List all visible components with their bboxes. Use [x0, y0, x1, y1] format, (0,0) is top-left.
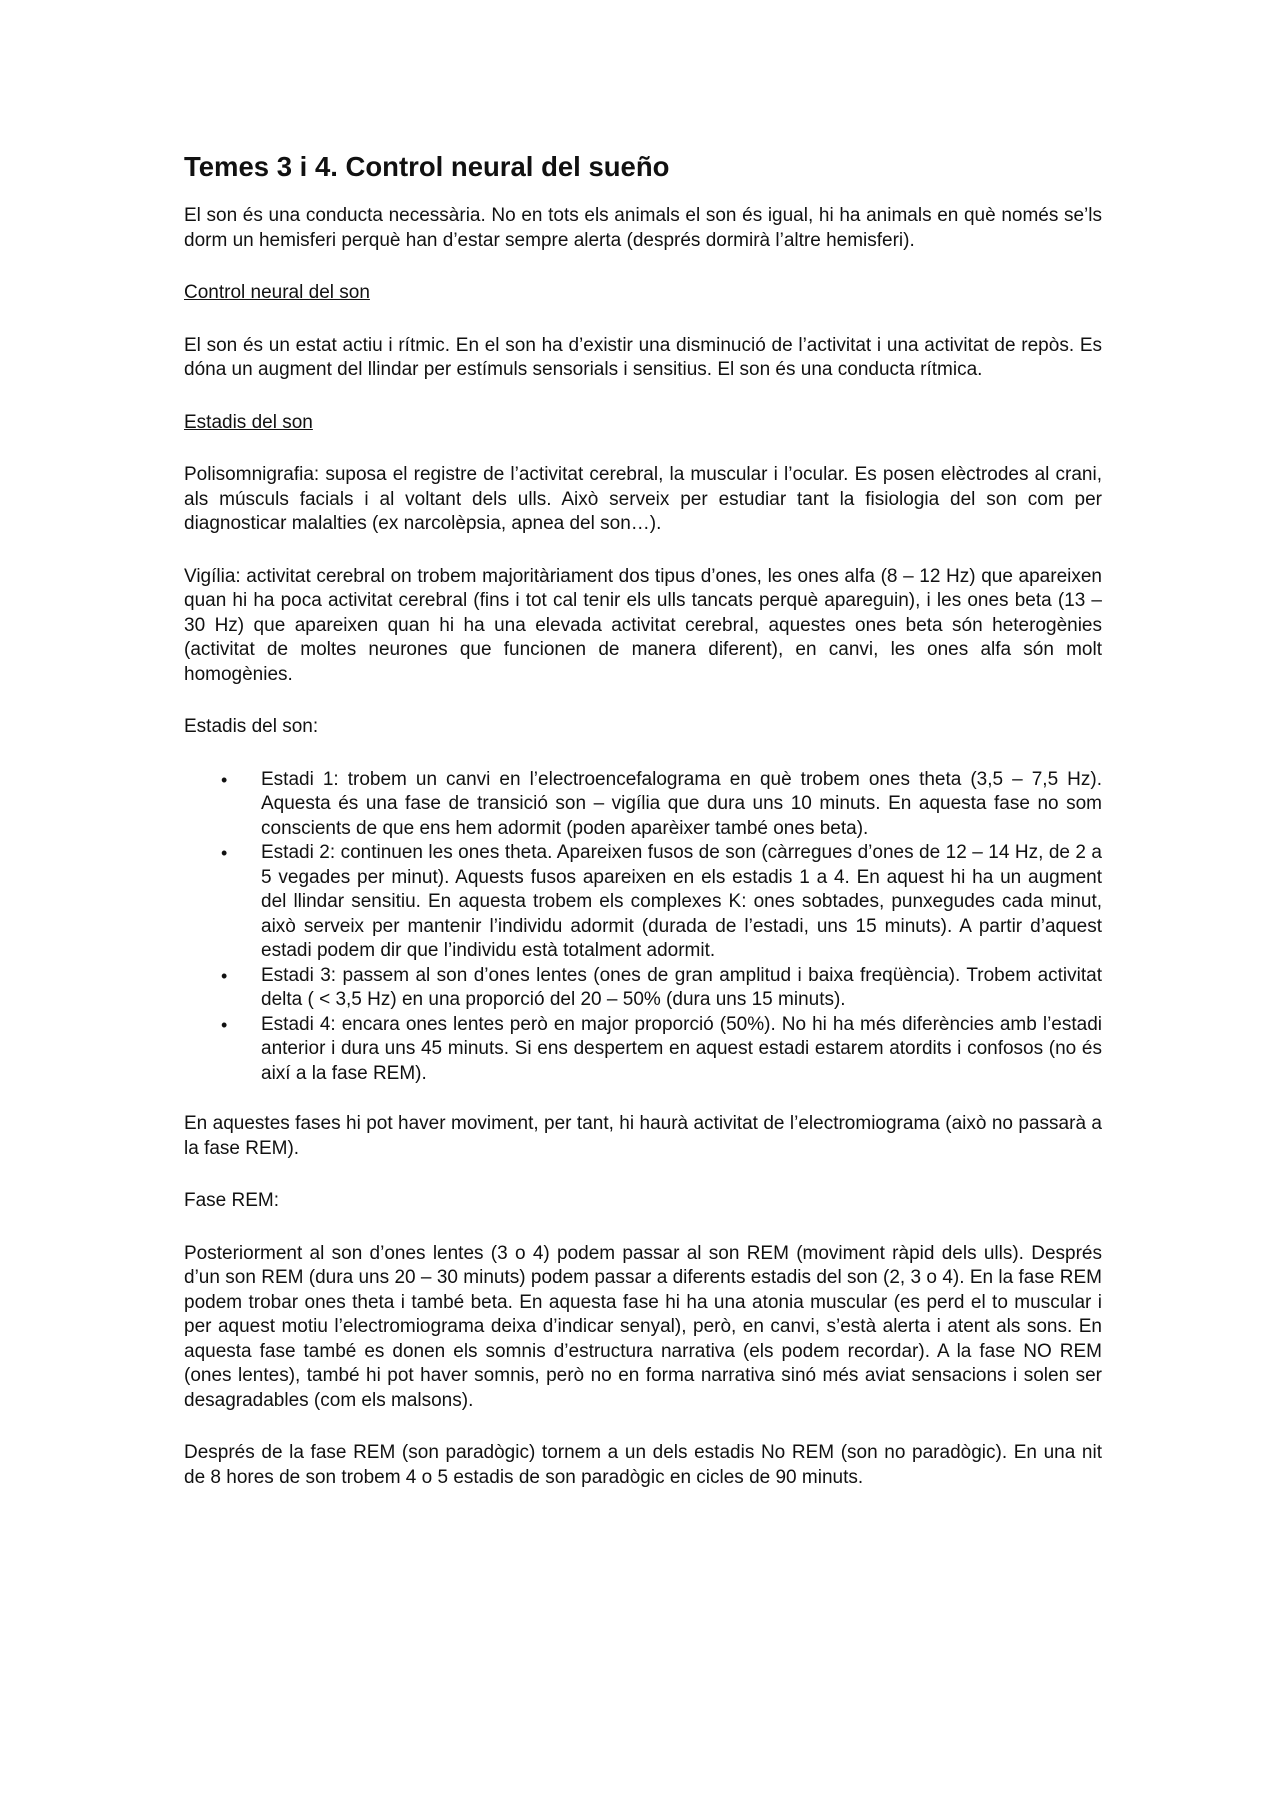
intro-paragraph: El son és una conducta necessària. No en tots els animals el son és igual, hi ha animals en què només se’ls dorm un hemisferi perquè han d’estar sempre alerta (després dormirà l’altre hemisferi). — [184, 205, 1102, 251]
bullet-icon: • — [221, 1014, 228, 1035]
bullet-icon: • — [221, 965, 228, 986]
polisomnigrafia-paragraph: Polisomnigrafia: suposa el registre de l’activitat cerebral, la muscular i l’ocular. Es posen elèctrodes al crani, als músculs facials i al voltant dels ulls. Això serveix per estudiar tant la fisiologia del son com per diagnosticar malalties (ex narcolèpsia, apnea del son…). — [184, 464, 1102, 534]
stage-text: Estadi 3: passem al son d’ones lentes (ones de gran amplitud i baixa freqüència). Trobem activitat delta ( < 3,5 Hz) en una proporció del 20 – 50% (dura uns 15 minuts). — [261, 964, 1102, 1010]
section-heading-control: Control neural del son — [184, 282, 370, 303]
rem-paragraph: Posteriorment al son d’ones lentes (3 o 4) podem passar al son REM (moviment ràpid dels ulls). Després d’un son REM (dura uns 20 – 30 minuts) podem passar a diferents estadis del son (2, 3 o 4). En la fase REM podem trobar ones theta i també beta. En aquesta fase hi ha una atonia muscular (es perd el to muscular i per aquest motiu l’electromiograma deixa d’indicar senyal), però, en canvi, s’està alerta i atent als sons. En aquesta fase també es donen els somnis d’estructura narrativa (els podem recordar). A la fase NO REM (ones lentes), també hi pot haver somnis, però no en forma narrativa sinó més aviat sensacions i solen ser desagradables (com els malsons). — [184, 1242, 1102, 1411]
stage-text: Estadi 4: encara ones lentes però en major proporció (50%). No hi ha més diferències amb l’estadi anterior i dura uns 45 minuts. Si ens despertem en aquest estadi estarem atordits i confosos (no és així a la fase REM). — [261, 1013, 1102, 1084]
stage-text: Estadi 2: continuen les ones theta. Apareixen fusos de son (càrregues d’ones de 12 – 14 Hz, de 2 a 5 vegades per minut). Aquests fusos apareixen en els estadis 1 a 4. En aquest hi ha un augment del llindar sensitiu. En aquesta trobem els complexes K: ones sobtades, punxegudes cada minut, això serveix per mantenir l’individu adormit (durada de l’estadi, uns 15 minuts). A partir d’aquest estadi podem dir que l’individu està totalment adormit. — [261, 842, 1102, 961]
movement-paragraph: En aquestes fases hi pot haver moviment, per tant, hi haurà activitat de l’electromiograma (això no passarà a la fase REM). — [184, 1113, 1102, 1159]
list-item — [184, 1013, 1102, 1087]
bullet-icon: • — [221, 843, 228, 863]
stages-list — [184, 768, 1102, 1087]
control-paragraph: El son és un estat actiu i rítmic. En el son ha d’existir una disminució de l’activitat i una activitat de repòs. Es dóna un augment del llindar per estímuls sensorials i sensitius. El son és una conducta rítmica. — [184, 334, 1102, 380]
stages-label: Estadis del son: — [184, 716, 319, 737]
bullet-icon: • — [221, 769, 228, 790]
document-title: Temes 3 i 4. Control neural del sueño — [184, 151, 670, 182]
stage-text: Estadi 1: trobem un canvi en l’electroencefalograma en què trobem ones theta (3,5 – 7,5 Hz). Aquesta és una fase de transició son – vigília que dura uns 10 minuts. En aquesta fase no som conscients de que ens hem adormit (poden aparèixer també ones beta). — [261, 768, 1102, 839]
document-page — [184, 150, 1102, 1518]
list-item — [184, 841, 1102, 964]
section-heading-stages: Estadis del son — [184, 411, 313, 433]
vigilia-paragraph: Vigília: activitat cerebral on trobem majoritàriament dos tipus d’ones, les ones alfa (8 – 12 Hz) que apareixen quan hi ha poca activitat cerebral (fins i tot cal tenir els ulls tancats perquè apareguin), i les ones beta (13 – 30 Hz) que apareixen quan hi ha una elevada activitat cerebral, aquestes ones beta són heterogènies (activitat de moltes neurones que funcionen de manera diferent), en canvi, les ones alfa són molt homogènies. — [184, 565, 1102, 685]
rem-label: Fase REM: — [184, 1190, 280, 1211]
closing-paragraph: Després de la fase REM (son paradògic) tornem a un dels estadis No REM (son no paradògic). En una nit de 8 hores de son trobem 4 o 5 estadis de son paradògic en cicles de 90 minuts. — [184, 1442, 1102, 1488]
list-item — [184, 768, 1102, 842]
list-item — [184, 964, 1102, 1013]
